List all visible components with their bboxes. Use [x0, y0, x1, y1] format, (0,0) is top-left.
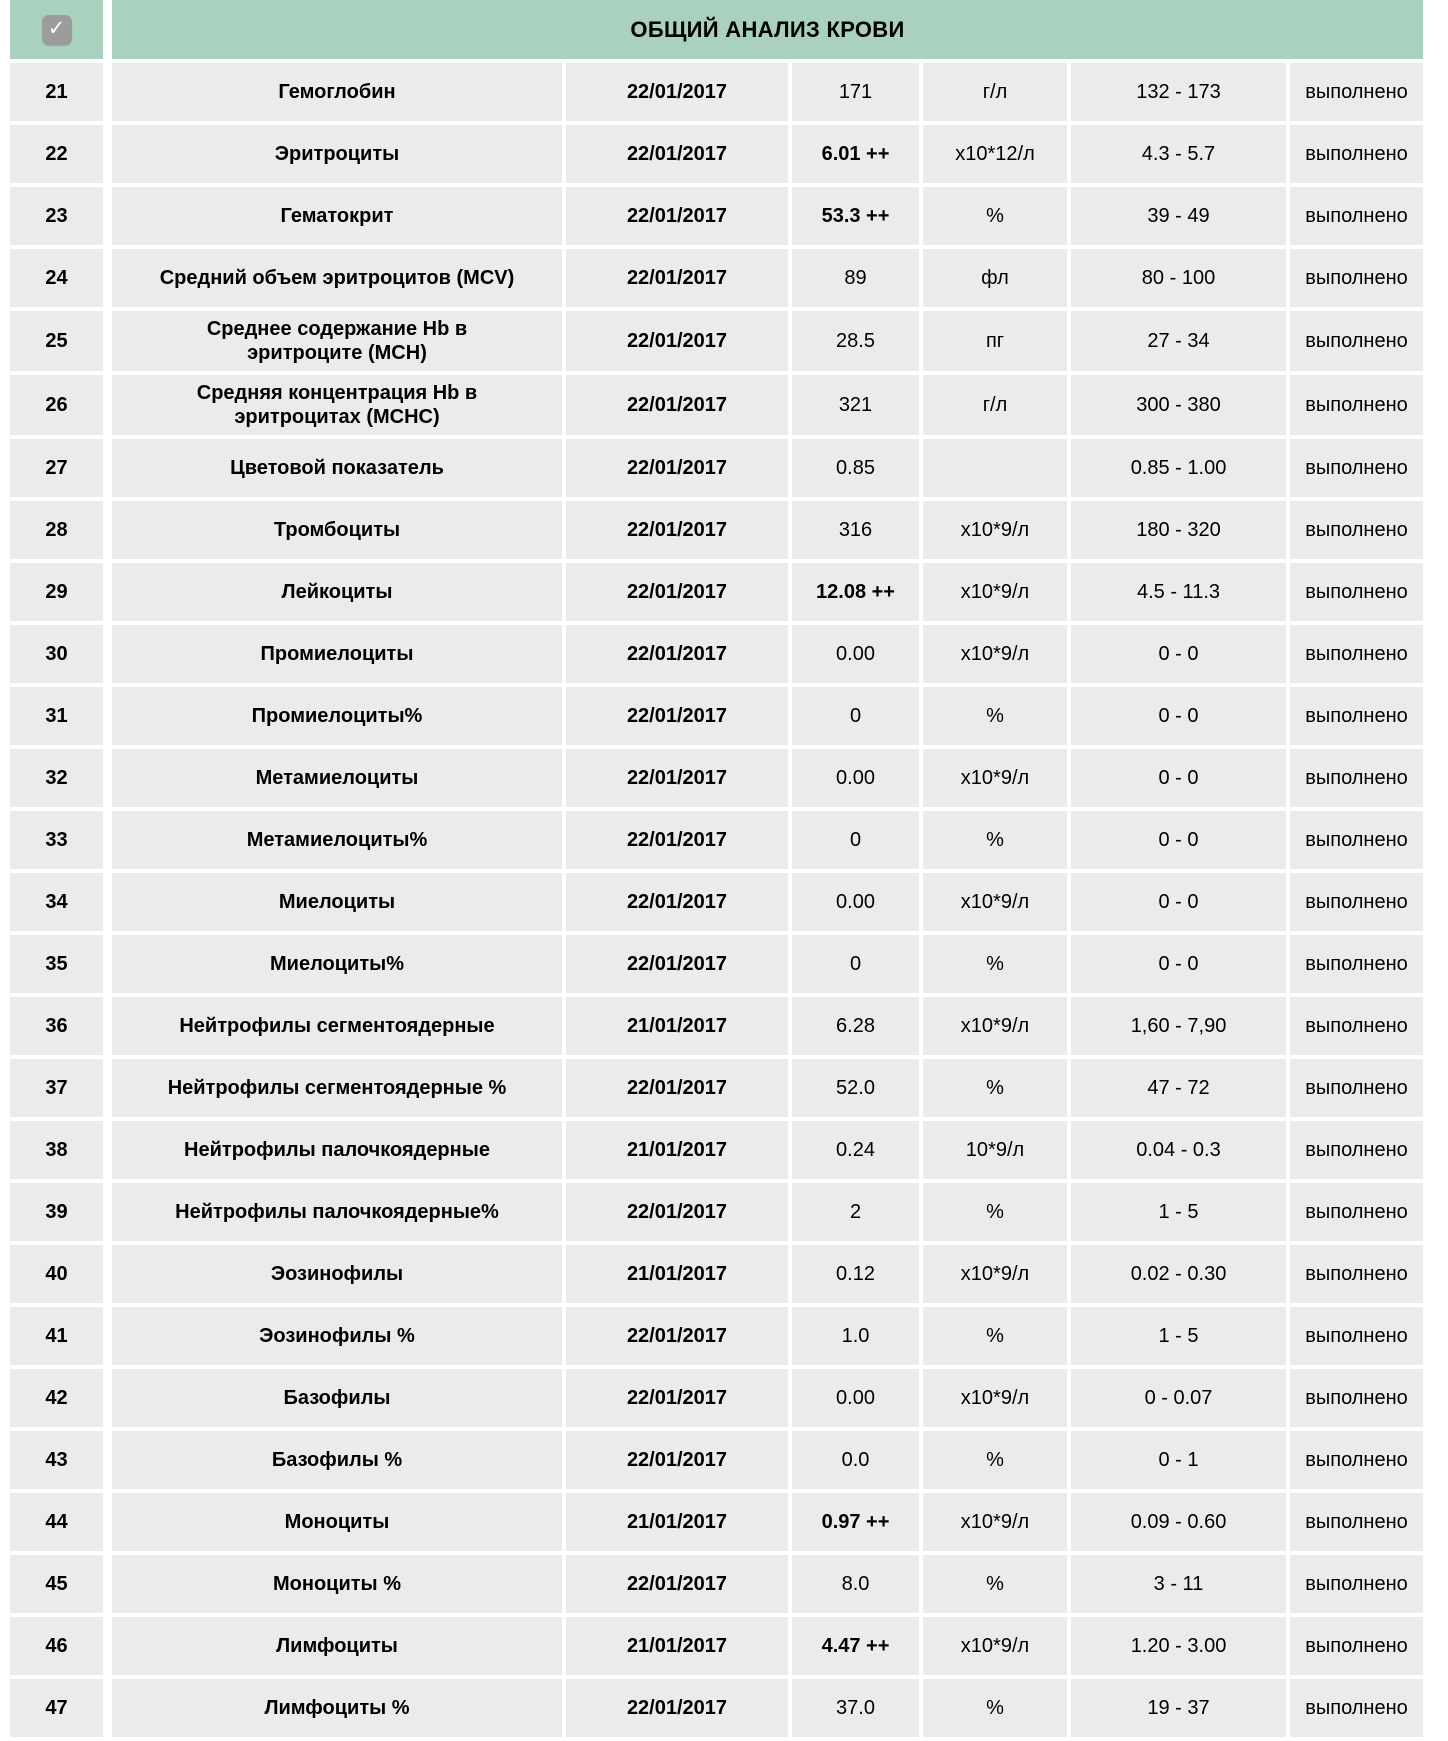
unit-cell: 10*9/л — [923, 1121, 1067, 1179]
range-cell: 132 - 173 — [1071, 63, 1286, 121]
range-cell: 47 - 72 — [1071, 1059, 1286, 1117]
column-spacer — [107, 687, 108, 745]
test-name-cell: Метамиелоциты% — [112, 811, 562, 869]
table-row — [10, 1183, 1423, 1241]
range-cell: 4.3 - 5.7 — [1071, 125, 1286, 183]
checkbox-cell — [10, 0, 103, 59]
column-spacer — [107, 749, 108, 807]
range-cell: 3 - 11 — [1071, 1555, 1286, 1613]
unit-cell: х10*9/л — [923, 749, 1067, 807]
table-row — [10, 187, 1423, 245]
column-spacer — [107, 1617, 108, 1675]
column-spacer — [107, 1245, 108, 1303]
column-spacer — [107, 1307, 108, 1365]
table-row — [10, 63, 1423, 121]
column-spacer — [107, 625, 108, 683]
date-cell: 22/01/2017 — [566, 187, 788, 245]
date-cell: 21/01/2017 — [566, 1493, 788, 1551]
unit-cell: х10*9/л — [923, 1369, 1067, 1427]
unit-cell — [923, 439, 1067, 497]
date-cell: 21/01/2017 — [566, 997, 788, 1055]
unit-cell: пг — [923, 311, 1067, 371]
column-spacer — [107, 501, 108, 559]
table-row — [10, 1369, 1423, 1427]
value-cell: 0.85 — [792, 439, 919, 497]
value-cell: 0.00 — [792, 1369, 919, 1427]
results-tbody — [10, 63, 1423, 1737]
status-cell: выполнено — [1290, 311, 1423, 371]
table-row — [10, 625, 1423, 683]
value-cell: 12.08 ++ — [792, 563, 919, 621]
range-cell: 0 - 1 — [1071, 1431, 1286, 1489]
column-spacer — [107, 187, 108, 245]
test-name-cell: Гематокрит — [112, 187, 562, 245]
row-number-cell: 33 — [10, 811, 103, 869]
range-cell: 80 - 100 — [1071, 249, 1286, 307]
status-cell: выполнено — [1290, 749, 1423, 807]
date-cell: 22/01/2017 — [566, 1369, 788, 1427]
status-cell: выполнено — [1290, 811, 1423, 869]
test-name-cell: Эозинофилы — [112, 1245, 562, 1303]
row-number-cell: 32 — [10, 749, 103, 807]
test-name-cell: Средний объем эритроцитов (MCV) — [112, 249, 562, 307]
status-cell: выполнено — [1290, 1059, 1423, 1117]
status-cell: выполнено — [1290, 563, 1423, 621]
unit-cell: % — [923, 1307, 1067, 1365]
row-number-cell: 34 — [10, 873, 103, 931]
test-name-cell: Цветовой показатель — [112, 439, 562, 497]
row-number-cell: 38 — [10, 1121, 103, 1179]
unit-cell: % — [923, 1183, 1067, 1241]
test-name-cell: Нейтрофилы сегментоядерные % — [112, 1059, 562, 1117]
column-spacer — [107, 997, 108, 1055]
row-number-cell: 31 — [10, 687, 103, 745]
date-cell: 22/01/2017 — [566, 1307, 788, 1365]
unit-cell: г/л — [923, 63, 1067, 121]
range-cell: 39 - 49 — [1071, 187, 1286, 245]
status-cell: выполнено — [1290, 1307, 1423, 1365]
range-cell: 1 - 5 — [1071, 1183, 1286, 1241]
test-name-cell: Среднее содержание Hb в эритроците (MCH) — [112, 311, 562, 371]
table-row — [10, 249, 1423, 307]
row-number-cell: 37 — [10, 1059, 103, 1117]
unit-cell: х10*9/л — [923, 1493, 1067, 1551]
value-cell: 171 — [792, 63, 919, 121]
unit-cell: х10*9/л — [923, 873, 1067, 931]
table-row — [10, 439, 1423, 497]
date-cell: 22/01/2017 — [566, 249, 788, 307]
date-cell: 22/01/2017 — [566, 873, 788, 931]
test-name-cell: Гемоглобин — [112, 63, 562, 121]
column-spacer — [107, 125, 108, 183]
row-number-cell: 22 — [10, 125, 103, 183]
unit-cell: % — [923, 687, 1067, 745]
range-cell: 0 - 0.07 — [1071, 1369, 1286, 1427]
test-name-cell: Тромбоциты — [112, 501, 562, 559]
date-cell: 22/01/2017 — [566, 1555, 788, 1613]
unit-cell: х10*9/л — [923, 1245, 1067, 1303]
unit-cell: г/л — [923, 375, 1067, 435]
range-cell: 1,60 - 7,90 — [1071, 997, 1286, 1055]
column-spacer — [107, 1555, 108, 1613]
row-number-cell: 27 — [10, 439, 103, 497]
row-number-cell: 44 — [10, 1493, 103, 1551]
test-name-cell: Миелоциты — [112, 873, 562, 931]
table-row — [10, 1245, 1423, 1303]
unit-cell: % — [923, 1555, 1067, 1613]
status-cell: выполнено — [1290, 63, 1423, 121]
row-number-cell: 39 — [10, 1183, 103, 1241]
panel-title: ОБЩИЙ АНАЛИЗ КРОВИ — [112, 0, 1423, 59]
status-cell: выполнено — [1290, 1183, 1423, 1241]
date-cell: 22/01/2017 — [566, 501, 788, 559]
date-cell: 21/01/2017 — [566, 1245, 788, 1303]
date-cell: 22/01/2017 — [566, 1679, 788, 1737]
test-name-cell: Базофилы % — [112, 1431, 562, 1489]
value-cell: 8.0 — [792, 1555, 919, 1613]
value-cell: 4.47 ++ — [792, 1617, 919, 1675]
status-cell: выполнено — [1290, 501, 1423, 559]
unit-cell: х10*9/л — [923, 563, 1067, 621]
row-number-cell: 23 — [10, 187, 103, 245]
column-spacer — [107, 563, 108, 621]
test-name-cell: Моноциты % — [112, 1555, 562, 1613]
row-number-cell: 47 — [10, 1679, 103, 1737]
status-cell: выполнено — [1290, 1493, 1423, 1551]
unit-cell: % — [923, 1059, 1067, 1117]
date-cell: 22/01/2017 — [566, 1431, 788, 1489]
unit-cell: % — [923, 1431, 1067, 1489]
row-number-cell: 46 — [10, 1617, 103, 1675]
unit-cell: х10*9/л — [923, 1617, 1067, 1675]
value-cell: 1.0 — [792, 1307, 919, 1365]
table-row — [10, 1617, 1423, 1675]
status-cell: выполнено — [1290, 873, 1423, 931]
range-cell: 0 - 0 — [1071, 873, 1286, 931]
unit-cell: х10*9/л — [923, 501, 1067, 559]
column-spacer — [107, 375, 108, 435]
range-cell: 0 - 0 — [1071, 935, 1286, 993]
date-cell: 22/01/2017 — [566, 563, 788, 621]
value-cell: 6.01 ++ — [792, 125, 919, 183]
results-table — [6, 0, 1427, 1741]
table-row — [10, 1121, 1423, 1179]
unit-cell: % — [923, 811, 1067, 869]
table-row — [10, 935, 1423, 993]
status-cell: выполнено — [1290, 1555, 1423, 1613]
unit-cell: % — [923, 1679, 1067, 1737]
test-name-cell: Средняя концентрация Hb в эритроцитах (MCHC) — [112, 375, 562, 435]
column-spacer — [107, 63, 108, 121]
value-cell: 52.0 — [792, 1059, 919, 1117]
date-cell: 22/01/2017 — [566, 439, 788, 497]
value-cell: 0.00 — [792, 749, 919, 807]
value-cell: 37.0 — [792, 1679, 919, 1737]
table-row — [10, 563, 1423, 621]
status-cell: выполнено — [1290, 1369, 1423, 1427]
status-cell: выполнено — [1290, 375, 1423, 435]
date-cell: 22/01/2017 — [566, 375, 788, 435]
date-cell: 22/01/2017 — [566, 63, 788, 121]
unit-cell: х10*9/л — [923, 625, 1067, 683]
unit-cell: % — [923, 935, 1067, 993]
date-cell: 22/01/2017 — [566, 1059, 788, 1117]
status-cell: выполнено — [1290, 1245, 1423, 1303]
range-cell: 1 - 5 — [1071, 1307, 1286, 1365]
row-number-cell: 28 — [10, 501, 103, 559]
table-row — [10, 1307, 1423, 1365]
column-spacer — [107, 1059, 108, 1117]
range-cell: 0 - 0 — [1071, 749, 1286, 807]
test-name-cell: Лимфоциты — [112, 1617, 562, 1675]
value-cell: 0.00 — [792, 625, 919, 683]
panel-header-row — [10, 0, 1423, 59]
range-cell: 300 - 380 — [1071, 375, 1286, 435]
unit-cell: х10*12/л — [923, 125, 1067, 183]
table-row — [10, 1555, 1423, 1613]
status-cell: выполнено — [1290, 125, 1423, 183]
date-cell: 22/01/2017 — [566, 749, 788, 807]
range-cell: 0 - 0 — [1071, 687, 1286, 745]
test-name-cell: Моноциты — [112, 1493, 562, 1551]
date-cell: 21/01/2017 — [566, 1121, 788, 1179]
row-number-cell: 43 — [10, 1431, 103, 1489]
table-row — [10, 375, 1423, 435]
range-cell: 180 - 320 — [1071, 501, 1286, 559]
table-row — [10, 873, 1423, 931]
column-spacer — [107, 1493, 108, 1551]
column-spacer — [107, 811, 108, 869]
test-name-cell: Промиелоциты — [112, 625, 562, 683]
test-name-cell: Лимфоциты % — [112, 1679, 562, 1737]
column-spacer — [107, 1369, 108, 1427]
row-number-cell: 42 — [10, 1369, 103, 1427]
status-cell: выполнено — [1290, 439, 1423, 497]
table-row — [10, 1059, 1423, 1117]
table-row — [10, 997, 1423, 1055]
table-row — [10, 749, 1423, 807]
test-name-cell: Промиелоциты% — [112, 687, 562, 745]
date-cell: 22/01/2017 — [566, 625, 788, 683]
column-spacer — [107, 873, 108, 931]
row-number-cell: 26 — [10, 375, 103, 435]
unit-cell: фл — [923, 249, 1067, 307]
date-cell: 22/01/2017 — [566, 687, 788, 745]
test-name-cell: Нейтрофилы палочкоядерные — [112, 1121, 562, 1179]
date-cell: 22/01/2017 — [566, 311, 788, 371]
value-cell: 0 — [792, 687, 919, 745]
range-cell: 0 - 0 — [1071, 811, 1286, 869]
range-cell: 27 - 34 — [1071, 311, 1286, 371]
status-cell: выполнено — [1290, 997, 1423, 1055]
check-icon: ✓ — [47, 17, 66, 40]
row-number-cell: 40 — [10, 1245, 103, 1303]
value-cell: 0.0 — [792, 1431, 919, 1489]
value-cell: 0.97 ++ — [792, 1493, 919, 1551]
value-cell: 0 — [792, 935, 919, 993]
date-cell: 22/01/2017 — [566, 125, 788, 183]
row-number-cell: 45 — [10, 1555, 103, 1613]
column-spacer — [107, 0, 108, 59]
range-cell: 0.02 - 0.30 — [1071, 1245, 1286, 1303]
range-cell: 19 - 37 — [1071, 1679, 1286, 1737]
row-number-cell: 41 — [10, 1307, 103, 1365]
value-cell: 0.24 — [792, 1121, 919, 1179]
panel-checkbox[interactable] — [42, 15, 72, 45]
status-cell: выполнено — [1290, 935, 1423, 993]
column-spacer — [107, 1183, 108, 1241]
value-cell: 0.00 — [792, 873, 919, 931]
value-cell: 321 — [792, 375, 919, 435]
column-spacer — [107, 1679, 108, 1737]
test-name-cell: Нейтрофилы палочкоядерные% — [112, 1183, 562, 1241]
status-cell: выполнено — [1290, 687, 1423, 745]
status-cell: выполнено — [1290, 1121, 1423, 1179]
test-name-cell: Лейкоциты — [112, 563, 562, 621]
row-number-cell: 35 — [10, 935, 103, 993]
value-cell: 316 — [792, 501, 919, 559]
table-row — [10, 1431, 1423, 1489]
value-cell: 6.28 — [792, 997, 919, 1055]
test-name-cell: Базофилы — [112, 1369, 562, 1427]
table-row — [10, 687, 1423, 745]
status-cell: выполнено — [1290, 187, 1423, 245]
range-cell: 0.09 - 0.60 — [1071, 1493, 1286, 1551]
column-spacer — [107, 1431, 108, 1489]
row-number-cell: 29 — [10, 563, 103, 621]
table-row — [10, 311, 1423, 371]
value-cell: 0.12 — [792, 1245, 919, 1303]
row-number-cell: 30 — [10, 625, 103, 683]
table-row — [10, 501, 1423, 559]
value-cell: 89 — [792, 249, 919, 307]
value-cell: 2 — [792, 1183, 919, 1241]
column-spacer — [107, 249, 108, 307]
column-spacer — [107, 311, 108, 371]
range-cell: 1.20 - 3.00 — [1071, 1617, 1286, 1675]
row-number-cell: 21 — [10, 63, 103, 121]
value-cell: 53.3 ++ — [792, 187, 919, 245]
table-row — [10, 1493, 1423, 1551]
test-name-cell: Эритроциты — [112, 125, 562, 183]
table-row — [10, 811, 1423, 869]
row-number-cell: 36 — [10, 997, 103, 1055]
range-cell: 4.5 - 11.3 — [1071, 563, 1286, 621]
table-row — [10, 125, 1423, 183]
value-cell: 28.5 — [792, 311, 919, 371]
range-cell: 0.04 - 0.3 — [1071, 1121, 1286, 1179]
column-spacer — [107, 935, 108, 993]
date-cell: 22/01/2017 — [566, 811, 788, 869]
status-cell: выполнено — [1290, 1679, 1423, 1737]
range-cell: 0 - 0 — [1071, 625, 1286, 683]
status-cell: выполнено — [1290, 249, 1423, 307]
date-cell: 21/01/2017 — [566, 1617, 788, 1675]
status-cell: выполнено — [1290, 1431, 1423, 1489]
status-cell: выполнено — [1290, 625, 1423, 683]
date-cell: 22/01/2017 — [566, 935, 788, 993]
range-cell: 0.85 - 1.00 — [1071, 439, 1286, 497]
test-name-cell: Эозинофилы % — [112, 1307, 562, 1365]
table-row — [10, 1679, 1423, 1737]
unit-cell: х10*9/л — [923, 997, 1067, 1055]
status-cell: выполнено — [1290, 1617, 1423, 1675]
test-name-cell: Метамиелоциты — [112, 749, 562, 807]
test-name-cell: Нейтрофилы сегментоядерные — [112, 997, 562, 1055]
row-number-cell: 25 — [10, 311, 103, 371]
column-spacer — [107, 439, 108, 497]
date-cell: 22/01/2017 — [566, 1183, 788, 1241]
value-cell: 0 — [792, 811, 919, 869]
unit-cell: % — [923, 187, 1067, 245]
row-number-cell: 24 — [10, 249, 103, 307]
column-spacer — [107, 1121, 108, 1179]
test-name-cell: Миелоциты% — [112, 935, 562, 993]
